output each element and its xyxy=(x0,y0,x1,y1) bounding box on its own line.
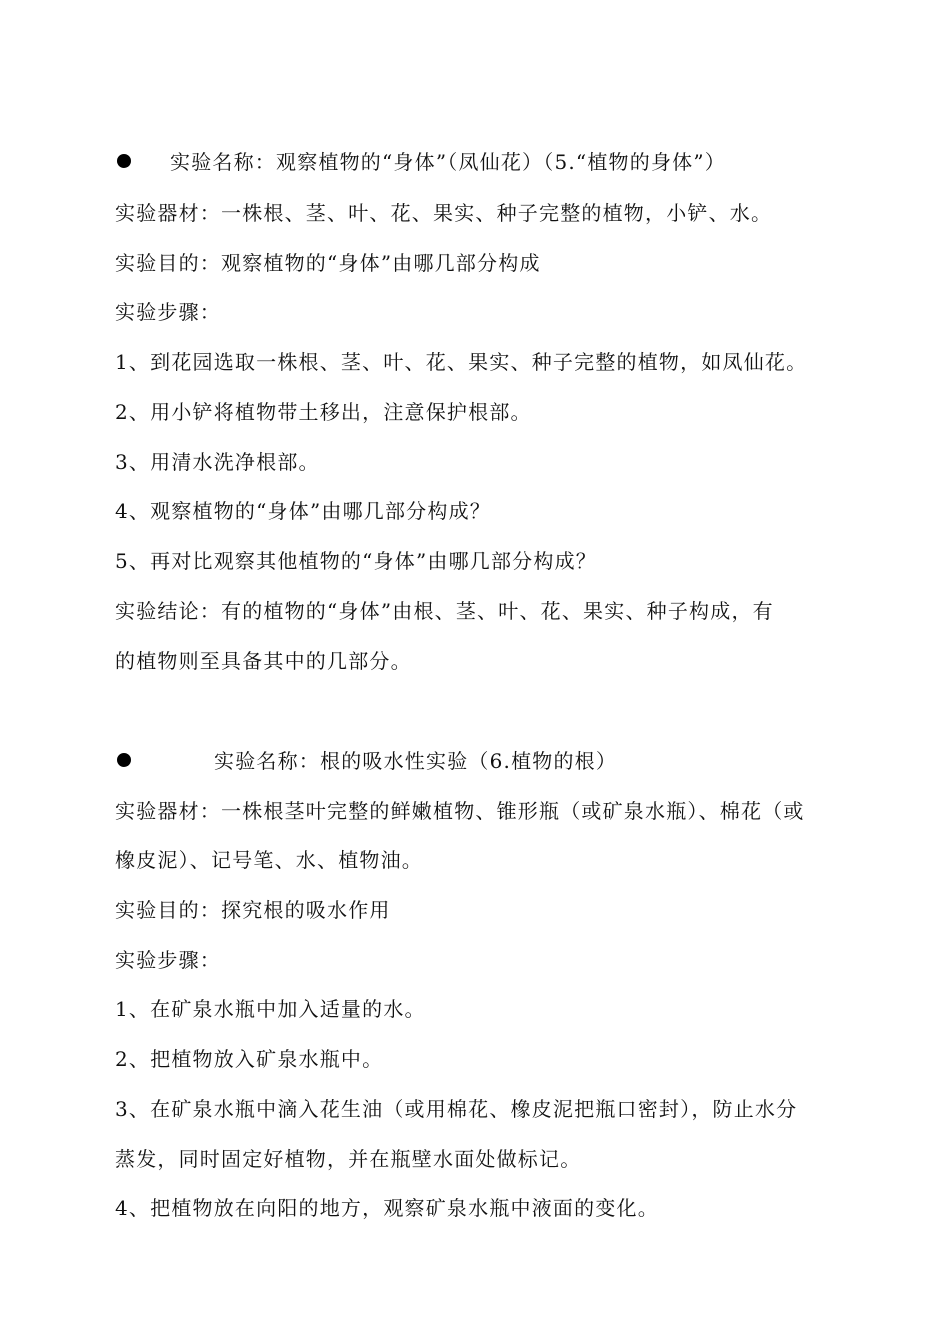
section1-step-2: 2、用小铲将植物带土移出，注意保护根部。 xyxy=(115,400,532,424)
section2-steps-heading: 实验步骤： xyxy=(115,948,221,972)
section1-steps-heading: 实验步骤： xyxy=(115,300,221,324)
section2-step-3-line2: 蒸发，同时固定好植物，并在瓶壁水面处做标记。 xyxy=(115,1147,582,1171)
section1-title: 实验名称：观察植物的“身体”（凤仙花）（5.“植物的身体”） xyxy=(170,150,726,174)
section2-bullet xyxy=(117,753,131,767)
section2-step-3-line1: 3、在矿泉水瓶中滴入花生油（或用棉花、橡皮泥把瓶口密封），防止水分 xyxy=(115,1097,798,1121)
section2-materials-line1: 实验器材：一株根茎叶完整的鲜嫩植物、锥形瓶（或矿泉水瓶）、棉花（或 xyxy=(115,799,805,823)
section2-title: 实验名称：根的吸水性实验（6.植物的根） xyxy=(214,749,618,773)
section1-purpose: 实验目的：观察植物的“身体”由哪几部分构成 xyxy=(115,251,541,275)
section2-purpose: 实验目的：探究根的吸水作用 xyxy=(115,898,391,922)
section2-step-2: 2、把植物放入矿泉水瓶中。 xyxy=(115,1047,384,1071)
section1-step-1: 1、到花园选取一株根、茎、叶、花、果实、种子完整的植物，如凤仙花。 xyxy=(115,350,808,374)
section1-conclusion-line1: 实验结论：有的植物的“身体”由根、茎、叶、花、果实、种子构成，有 xyxy=(115,599,774,623)
section1-materials: 实验器材：一株根、茎、叶、花、果实、种子完整的植物，小铲、水。 xyxy=(115,201,773,225)
section1-step-5: 5、再对比观察其他植物的“身体”由哪几部分构成？ xyxy=(115,549,597,573)
section1-conclusion-line2: 的植物则至具备其中的几部分。 xyxy=(115,649,412,673)
section1-step-3: 3、用清水洗净根部。 xyxy=(115,450,320,474)
section1-bullet xyxy=(117,154,131,168)
section2-step-4: 4、把植物放在向阳的地方，观察矿泉水瓶中液面的变化。 xyxy=(115,1196,659,1220)
section1-step-4: 4、观察植物的“身体”由哪几部分构成？ xyxy=(115,499,491,523)
section2-materials-line2: 橡皮泥）、记号笔、水、植物油。 xyxy=(115,848,423,872)
section2-step-1: 1、在矿泉水瓶中加入适量的水。 xyxy=(115,997,426,1021)
